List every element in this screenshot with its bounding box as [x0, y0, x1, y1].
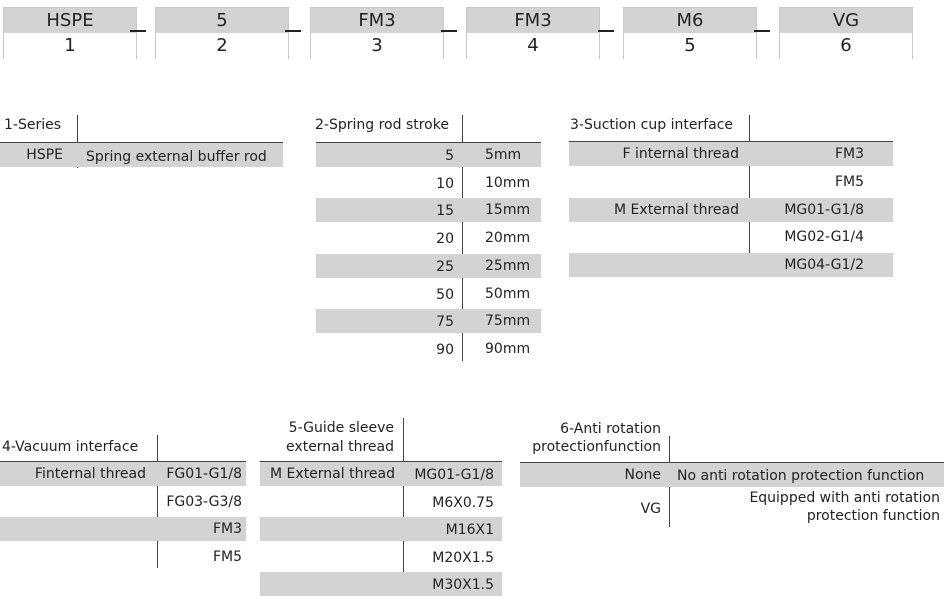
suction-code: FM5	[834, 173, 864, 190]
antirot-title-line1: 6-Anti rotation	[560, 421, 661, 437]
divider	[749, 115, 750, 276]
stroke-desc: 90mm	[485, 340, 531, 357]
stroke-code: 10	[436, 175, 454, 192]
order-code-index: 6	[780, 33, 912, 59]
stroke-desc: 50mm	[485, 285, 531, 302]
stroke-desc: 15mm	[485, 202, 531, 219]
order-code-index: 1	[4, 33, 136, 59]
series-desc: Spring external buffer rod	[86, 149, 267, 165]
stroke-desc: 20mm	[485, 230, 531, 247]
antirot-desc-line1: Equipped with anti rotation	[749, 490, 940, 506]
series-title: 1-Series	[4, 117, 62, 133]
vacuum-code: FM5	[212, 548, 242, 565]
order-code-box-5	[623, 7, 757, 59]
order-code-box-4	[466, 7, 600, 59]
guide-code: M16X1	[445, 522, 494, 538]
antirot-desc-line2: protection function	[806, 508, 940, 524]
suction-code: FM3	[834, 146, 864, 162]
dash-separator	[130, 30, 146, 32]
stroke-code: 5	[445, 148, 454, 164]
stroke-desc: 75mm	[485, 313, 531, 330]
stroke-code: 75	[436, 314, 454, 331]
order-code-index: 4	[467, 33, 599, 59]
stroke-desc: 5mm	[485, 147, 522, 163]
stroke-desc: 10mm	[485, 174, 531, 191]
guide-title-line1: 5-Guide sleeve	[288, 420, 394, 436]
suction-label: M External thread	[614, 201, 739, 218]
vacuum-label: Finternal thread	[34, 466, 146, 482]
vacuum-title: 4-Vacuum interface	[2, 439, 139, 455]
series-code: HSPE	[26, 147, 63, 163]
order-code-box-6	[779, 7, 913, 59]
guide-code: M20X1.5	[432, 549, 494, 566]
stroke-code: 90	[436, 341, 454, 358]
suction-code: MG02-G1/4	[784, 229, 864, 246]
order-code-value: HSPE	[4, 8, 136, 33]
stroke-code: 15	[436, 203, 454, 220]
dash-separator	[598, 30, 614, 32]
guide-title-line2: external thread	[286, 439, 394, 455]
guide-code: MG01-G1/8	[414, 467, 494, 483]
antirot-desc: No anti rotation protection function	[677, 468, 925, 484]
guide-code: M6X0.75	[432, 494, 494, 511]
order-code-box-3	[310, 7, 444, 59]
stroke-title: 2-Spring rod stroke	[315, 117, 449, 133]
stroke-code: 50	[436, 286, 454, 303]
suction-code: MG01-G1/8	[784, 201, 864, 218]
guide-label: M External thread	[270, 466, 395, 482]
stroke-desc: 25mm	[485, 257, 531, 274]
antirot-code: None	[624, 467, 661, 483]
dash-separator	[285, 30, 301, 32]
order-code-value: FM3	[467, 8, 599, 33]
suction-title: 3-Suction cup interface	[570, 117, 734, 133]
order-code-value: VG	[780, 8, 912, 33]
vacuum-code: FG01-G1/8	[166, 466, 242, 482]
antirot-title-line2: protectionfunction	[532, 439, 661, 455]
order-code-box-1	[3, 7, 137, 59]
suction-code: MG04-G1/2	[784, 257, 864, 274]
order-code-value: M6	[624, 8, 756, 33]
suction-label: F internal thread	[622, 146, 739, 162]
vacuum-code: FG03-G3/8	[166, 493, 242, 510]
stroke-code: 25	[436, 258, 454, 275]
dash-separator	[754, 30, 770, 32]
antirot-code: VG	[640, 501, 661, 517]
stroke-code: 20	[436, 231, 454, 248]
order-code-index: 2	[156, 33, 288, 59]
guide-code: M30X1.5	[432, 577, 494, 593]
dash-separator	[441, 30, 457, 32]
order-code-index: 5	[624, 33, 756, 59]
order-code-index: 3	[311, 33, 443, 59]
vacuum-code: FM3	[212, 521, 242, 537]
order-code-value: FM3	[311, 8, 443, 33]
order-code-box-2	[155, 7, 289, 59]
order-code-value: 5	[156, 8, 288, 33]
